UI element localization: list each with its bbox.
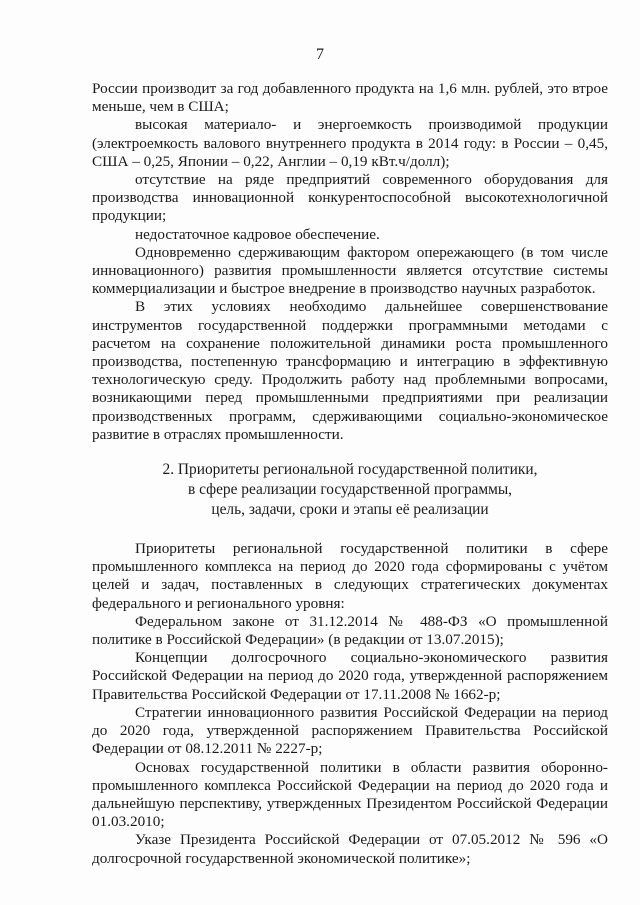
- paragraph: недостаточное кадровое обеспечение.: [135, 225, 380, 243]
- paragraph: высокая материало- и энергоемкость производимой продукции (электроемкость валового внутреннего продукта в 2014 году: в России – 0,45, США – 0,25, Японии – 0,22, Англии – 0,19 кВт.ч/долл);: [92, 116, 608, 170]
- section-heading-line: в сфере реализации государственной программы,: [187, 481, 513, 499]
- paragraph: Указе Президента Российской Федерации от 07.05.2012 № 596 «О долгосрочной государственной экономической политике»;: [92, 831, 608, 867]
- paragraph: В этих условиях необходимо дальнейшее совершенствование инструментов государственной поддержки программными методами с расчетом на сохранение положительной динамики роста промышленного производства, постепенную трансформацию и интеграцию в эффективную технологическую среду. Продолжить работу над проблемными вопросами, возникающими перед промышленными предприятиями при реализации производственных программ, сдерживающими социально-экономическое развитие в отраслях промышленности.: [92, 298, 608, 443]
- section-heading-line: цель, задачи, сроки и этапы её реализации: [211, 501, 489, 519]
- document-body: [92, 80, 608, 868]
- paragraph: Федеральном законе от 31.12.2014 № 488-ФЗ «О промышленной политике в Российской Федерации» (в редакции от 13.07.2015);: [92, 612, 608, 649]
- page-number: 7: [316, 46, 324, 63]
- paragraph: Стратегии инновационного развития Российской Федерации на период до 2020 года, утвержденной распоряжением Правительства Российской Федерации от 08.12.2011 № 2227-р;: [92, 703, 608, 758]
- paragraph: России производит за год добавленного продукта на 1,6 млн. рублей, это втрое меньше, чем в США;: [92, 80, 608, 116]
- section-heading-line: 2. Приоритеты региональной государственной политики,: [162, 461, 538, 479]
- paragraph: отсутствие на ряде предприятий современного оборудования для производства инновационной конкурентоспособной высокотехнологичной продукции;: [92, 171, 608, 225]
- paragraph: Одновременно сдерживающим фактором опережающего (в том числе инновационного) развития промышленности является отсутствие системы коммерциализации и быстрое внедрение в производство научных разработок.: [92, 243, 608, 298]
- section-heading: [92, 460, 608, 520]
- paragraph: Основах государственной политики в области развития оборонно-промышленного комплекса Российской Федерации на период до 2020 года и дальнейшую перспективу, утвержденных Президентом Российской Федерации 01.03.2010;: [92, 758, 608, 831]
- paragraph: Приоритеты региональной государственной политики в сфере промышленного комплекса на период до 2020 года сформированы с учётом целей и задач, поставленных в следующих стратегических документах федерального и регионального уровня:: [92, 540, 608, 612]
- paragraph: Концепции долгосрочного социально-экономического развития Российской Федерации на период до 2020 года, утвержденной распоряжением Правительства Российской Федерации от 17.11.2008 № 1662-р;: [92, 649, 608, 703]
